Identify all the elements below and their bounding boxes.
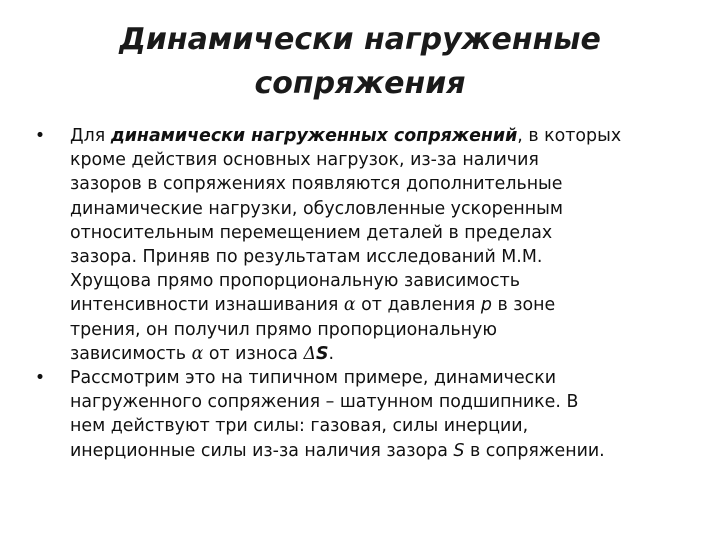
bullet-1-line-6: зазора. Приняв по результатам исследований М.М. [70,247,543,268]
bullet-2-line-3: нем действуют три силы: газовая, силы инерции, [70,416,529,437]
bullet-1-line-10: зависимость α от износа ΔS. [70,343,335,364]
alpha-symbol: α [343,295,356,316]
bullet-1-line-3: зазоров в сопряжениях появляются дополнительные [70,174,563,195]
slide-body [22,124,692,463]
bullet-1-line-4: динамические нагрузки, обусловленные ускоренным [70,198,564,219]
pressure-variable: р [480,295,492,316]
bullet-item-1 [22,124,692,366]
gap-variable: S [453,440,465,461]
wear-variable: S [316,343,329,364]
bullet-1-line-1: Для динамически нагруженных сопряжений, в которых [70,126,622,146]
bullet-1-line-5: относительным перемещением деталей в пределах [70,222,553,243]
bullet-1-line-8: интенсивности изнашивания α от давления р в зоне [70,295,556,316]
title-line-1: Динамически нагруженные [119,22,601,57]
bullet-2-line-1: Рассмотрим это на типичном примере, динамически [70,368,557,389]
slide-title [40,18,680,106]
title-line-2: сопряжения [254,66,466,101]
bullet-dot-icon: • [34,126,46,146]
bullet-1-line-2: кроме действия основных нагрузок, из-за наличия [70,150,539,171]
bullet-item-2 [22,366,692,463]
emphasis-term: динамически нагруженных сопряжений [110,126,518,146]
delta-symbol: Δ [303,343,317,364]
bullet-1-line-9: трения, он получил прямо пропорциональную [70,319,497,340]
alpha-symbol: α [191,343,204,364]
bullet-1-line-7: Хрущова прямо пропорциональную зависимость [70,271,520,292]
bullet-2-line-4: инерционные силы из-за наличия зазора S в сопряжении. [70,440,605,461]
bullet-2-line-2: нагруженного сопряжения – шатунном подшипнике. В [70,392,579,413]
bullet-dot-icon: • [34,368,46,389]
